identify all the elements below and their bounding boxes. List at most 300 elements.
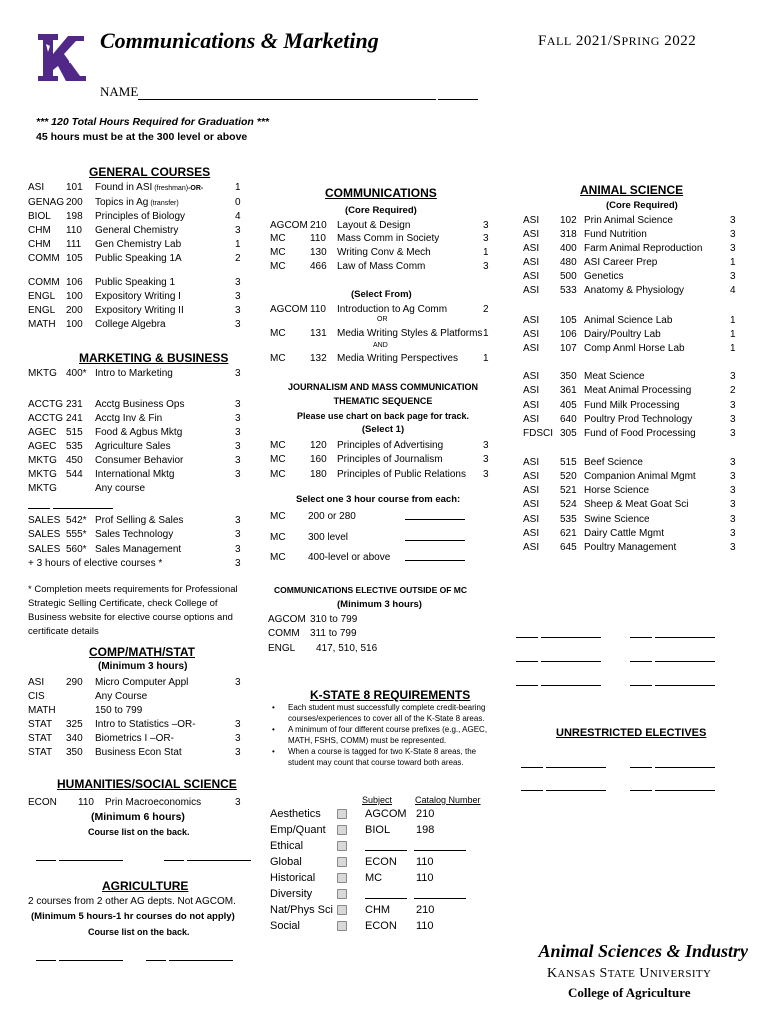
elective-row <box>268 642 468 655</box>
course-title: Mass Comm in Society <box>337 233 440 244</box>
course-prefix: STAT <box>28 747 53 758</box>
kstate8-area: Social <box>270 920 300 932</box>
course-row <box>28 454 248 467</box>
credit-hours: 1 <box>730 343 736 354</box>
comp-min-hours: (Minimum 3 hours) <box>98 661 188 672</box>
course-row <box>28 196 248 209</box>
comm-or-label: OR <box>377 316 388 323</box>
course-row <box>28 367 248 380</box>
course-row <box>28 398 248 411</box>
kstate8-blank[interactable] <box>365 840 466 851</box>
course-row <box>523 214 743 227</box>
course-row <box>523 513 743 526</box>
kstate8-subject: MC <box>365 872 383 884</box>
course-prefix: ASI <box>523 271 540 282</box>
credit-hours: 3 <box>730 414 736 425</box>
course-number: 524 <box>560 499 577 510</box>
course-note: (freshman) <box>152 185 189 192</box>
course-prefix: MKTG <box>28 483 57 494</box>
jmc-select-1: (Select 1) <box>361 424 405 435</box>
credit-hours: 3 <box>483 233 489 244</box>
course-number: 132 <box>310 353 327 364</box>
course-prefix: ENGL <box>268 643 296 654</box>
course-title: Principles of Biology <box>95 211 186 222</box>
course-title: Swine Science <box>584 514 650 525</box>
credit-hours: 1 <box>730 257 736 268</box>
course-row <box>28 796 248 809</box>
course-prefix: SALES <box>28 529 61 540</box>
asi-elective-blank[interactable] <box>516 627 601 638</box>
kstate8-area: Emp/Quant <box>270 824 326 836</box>
course-row <box>28 210 248 223</box>
diversity-icon <box>337 889 347 899</box>
course-range: 311 to 799 <box>310 628 357 639</box>
course-prefix: MC <box>270 552 286 563</box>
course-title: Gen Chemistry Lab <box>95 239 182 250</box>
credit-hours: 3 <box>235 413 241 424</box>
course-prefix: ASI <box>523 315 540 326</box>
course-prefix: FDSCI <box>523 428 553 439</box>
credit-hours: 3 <box>730 457 736 468</box>
course-title: Principles of Public Relations <box>337 469 466 480</box>
kstate8-catalog: 110 <box>416 920 434 932</box>
course-prefix: MKTG <box>28 455 57 466</box>
credit-hours: 4 <box>730 285 736 296</box>
course-prefix: AGEC <box>28 427 57 438</box>
course-title: 400-level or above <box>308 552 391 563</box>
unrestricted-blank[interactable] <box>630 757 715 768</box>
course-row <box>270 246 495 259</box>
course-number: 100 <box>66 319 83 330</box>
course-number: 110 <box>78 797 94 808</box>
unrestricted-blank[interactable] <box>521 780 606 791</box>
course-title: Sales Management <box>95 544 182 555</box>
course-title: Any Course <box>95 691 148 702</box>
jmc-title-2: THEMATIC SEQUENCE <box>333 396 433 406</box>
agriculture-blank-2[interactable] <box>146 950 233 961</box>
course-number: 305 <box>560 428 577 439</box>
course-number: 105 <box>66 253 83 264</box>
kstate8-catalog: 210 <box>416 904 435 916</box>
course-number: 200 <box>66 305 83 316</box>
comm-elective-title: COMMUNICATIONS ELECTIVE OUTSIDE OF MC <box>274 585 467 595</box>
course-title: Expository Writing II <box>95 305 184 316</box>
global-icon <box>337 857 347 867</box>
course-number: 318 <box>560 229 577 240</box>
course-title: General Chemistry <box>95 225 179 236</box>
course-range: 310 to 799 <box>310 614 358 625</box>
humanities-blank-1[interactable] <box>36 850 123 861</box>
asi-elective-blank[interactable] <box>516 675 601 686</box>
kstate8-bullets <box>270 702 500 768</box>
agriculture-requirement: 2 courses from 2 other AG depts. Not AGCOM. <box>28 896 236 907</box>
course-title: 200 or 280 <box>308 511 356 522</box>
course-prefix: MKTG <box>28 469 57 480</box>
course-number: 466 <box>310 261 327 272</box>
unrestricted-blank[interactable] <box>521 757 606 768</box>
course-prefix: SALES <box>28 515 61 526</box>
course-prefix: ASI <box>523 485 540 496</box>
course-title: Companion Animal Mgmt <box>584 471 696 482</box>
course-number: 555* <box>66 529 87 540</box>
credit-hours: 1 <box>730 329 736 340</box>
course-row <box>270 303 495 316</box>
credit-hours: 3 <box>730 243 736 254</box>
term-label: FALL 2021/SPRING 2022 <box>538 33 697 49</box>
credit-hours: 2 <box>483 304 489 315</box>
course-title: Fund Milk Processing <box>584 400 680 411</box>
course-note: (transfer) <box>148 200 179 207</box>
credit-hours: 3 <box>235 305 241 316</box>
asi-elective-blank[interactable] <box>630 651 715 662</box>
course-row <box>270 468 495 481</box>
course-title: Introduction to Ag Comm <box>337 304 448 315</box>
course-title: Layout & Design <box>337 220 411 231</box>
select-3hr-note: Select one 3 hour course from each: <box>296 494 461 505</box>
jmc-title-1: JOURNALISM AND MASS COMMUNICATION <box>288 382 478 392</box>
course-title: ASI Career Prep <box>584 257 658 268</box>
agriculture-course-list-note: Course list on the back. <box>88 927 190 937</box>
course-row <box>28 318 248 331</box>
course-row <box>523 242 743 255</box>
course-prefix: ASI <box>523 400 540 411</box>
course-prefix: ASI <box>523 285 540 296</box>
asi-elective-blank[interactable] <box>516 651 601 662</box>
humanities-title: HUMANITIES/SOCIAL SCIENCE <box>57 777 237 791</box>
course-prefix: MC <box>270 233 286 244</box>
credit-hours: 3 <box>235 733 241 744</box>
kstate8-catalog: 110 <box>416 856 434 868</box>
course-title: Consumer Behavior <box>95 455 184 466</box>
course-title: Intro to Marketing <box>95 368 173 379</box>
course-row <box>523 384 743 397</box>
kstate8-subject: ECON <box>365 920 397 932</box>
kstate8-bullet: • Each student must successfully complete credit-bearing courses/experiences to cover all of the K-State 8 areas. <box>270 702 500 724</box>
marketing-blank[interactable] <box>28 498 113 509</box>
kstate8-blank[interactable] <box>365 888 466 899</box>
course-row <box>523 228 743 241</box>
agriculture-blank-1[interactable] <box>36 950 123 961</box>
course-prefix: ASI <box>523 528 540 539</box>
course-prefix: MC <box>270 328 286 339</box>
course-number: 542* <box>66 515 87 526</box>
credit-hours: 0 <box>235 197 241 208</box>
course-prefix: ACCTG <box>28 399 63 410</box>
credit-hours: 3 <box>235 747 241 758</box>
humanities-course-list-note: Course list on the back. <box>88 827 190 837</box>
course-number: 350 <box>560 371 577 382</box>
course-number: 500 <box>560 271 577 282</box>
course-prefix: COMM <box>268 628 300 639</box>
credit-hours: 3 <box>235 455 241 466</box>
course-row <box>28 290 248 303</box>
credit-hours: 1 <box>483 353 489 364</box>
course-prefix: ASI <box>523 471 540 482</box>
course-row <box>523 427 743 440</box>
course-row <box>523 456 743 469</box>
unrestricted-blank[interactable] <box>630 780 715 791</box>
comm-and-label: AND <box>373 342 388 349</box>
course-number: 535 <box>560 514 577 525</box>
course-prefix: SALES <box>28 544 61 555</box>
course-number: 621 <box>560 528 577 539</box>
course-prefix: AGEC <box>28 441 57 452</box>
course-title: 150 to 799 <box>95 705 143 716</box>
historical-icon <box>337 873 347 883</box>
credit-hours: 3 <box>235 277 241 288</box>
course-title: Acctg Business Ops <box>95 399 185 410</box>
credit-hours: 3 <box>235 558 241 569</box>
asi-elective-blank[interactable] <box>630 675 715 686</box>
credit-hours: 3 <box>483 454 489 465</box>
course-number: 350 <box>66 747 83 758</box>
course-number: 107 <box>560 343 577 354</box>
comm-core-required: (Core Required) <box>345 205 417 216</box>
course-title: Business Econ Stat <box>95 747 182 758</box>
kstate8-subject: AGCOM <box>365 808 407 820</box>
course-number: 544 <box>66 469 83 480</box>
course-prefix: ASI <box>523 414 540 425</box>
course-prefix: COMM <box>28 277 60 288</box>
kstate8-area: Historical <box>270 872 316 884</box>
course-row <box>28 276 248 289</box>
humanities-min-hours: (Minimum 6 hours) <box>91 811 185 823</box>
course-row <box>523 470 743 483</box>
kstate8-subject: ECON <box>365 856 397 868</box>
course-prefix: ECON <box>28 797 57 808</box>
or-label: -OR- <box>188 185 204 192</box>
credit-hours: 3 <box>730 514 736 525</box>
course-prefix: ASI <box>523 329 540 340</box>
course-row <box>28 468 248 481</box>
course-title: Media Writing Styles & Platforms <box>337 328 483 339</box>
course-row <box>28 718 248 731</box>
course-prefix: ASI <box>523 542 540 553</box>
course-number: 290 <box>66 677 83 688</box>
course-title: Fund Nutrition <box>584 229 647 240</box>
course-title: Intro to Statistics –OR- <box>95 719 196 730</box>
kstate8-area: Aesthetics <box>270 808 321 820</box>
kstate8-title: K-STATE 8 REQUIREMENTS <box>310 688 471 702</box>
credit-hours: 3 <box>235 544 241 555</box>
course-row <box>28 690 248 703</box>
course-number: 106 <box>66 277 83 288</box>
course-title: Law of Mass Comm <box>337 261 426 272</box>
general-courses-title: GENERAL COURSES <box>89 165 211 179</box>
course-row <box>28 412 248 425</box>
credit-hours: 3 <box>483 440 489 451</box>
course-title: Found in ASI (freshman)-OR- <box>95 182 204 193</box>
credit-hours: 3 <box>235 441 241 452</box>
course-prefix: MC <box>270 247 286 258</box>
course-number: 111 <box>66 239 82 250</box>
course-prefix: ASI <box>523 257 540 268</box>
course-prefix: CHM <box>28 225 51 236</box>
course-title: Topics in Ag (transfer) <box>95 197 179 208</box>
credit-hours: 2 <box>730 385 736 396</box>
kstate8-bullet: • A minimum of four different course prefixes (e.g., AGEC, MATH, FSHS, COMM) must be represented. <box>270 724 500 746</box>
credit-hours: 3 <box>730 371 736 382</box>
credit-hours: 3 <box>730 542 736 553</box>
course-prefix: ASI <box>523 499 540 510</box>
course-prefix: STAT <box>28 719 53 730</box>
aesthetics-icon <box>337 809 347 819</box>
course-number: 400* <box>66 368 87 379</box>
university-name: KANSAS STATE UNIVERSITY <box>547 966 712 981</box>
course-row <box>270 327 495 340</box>
course-prefix: MC <box>270 511 286 522</box>
mc-choice-row <box>270 531 495 544</box>
course-prefix: MATH <box>28 319 56 330</box>
college-name: College of Agriculture <box>568 985 691 1000</box>
course-title: Comp Anml Horse Lab <box>584 343 685 354</box>
course-row <box>270 439 495 452</box>
credit-hours: 3 <box>483 469 489 480</box>
course-title: Public Speaking 1A <box>95 253 182 264</box>
catalog-number-header: Catalog Number <box>415 795 481 805</box>
credit-hours: 1 <box>235 239 241 250</box>
communications-title: COMMUNICATIONS <box>325 186 437 200</box>
course-number: 180 <box>310 469 327 480</box>
course-number: 198 <box>66 211 83 222</box>
course-prefix: ASI <box>523 514 540 525</box>
course-title: Sheep & Meat Goat Sci <box>584 499 689 510</box>
course-prefix: MC <box>270 469 286 480</box>
certificate-note: * Completion meets requirements for Professional Strategic Selling Certificate, check College of Business website for elective course options and certificate details <box>28 584 238 637</box>
course-prefix: ASI <box>523 229 540 240</box>
course-title: Prin Macroeconomics <box>105 797 202 808</box>
humanities-blank-2[interactable] <box>164 850 251 861</box>
kstate8-area: Diversity <box>270 888 313 900</box>
course-title: Principles of Advertising <box>337 440 444 451</box>
credit-hours: 3 <box>235 797 241 808</box>
course-title: Horse Science <box>584 485 650 496</box>
course-row <box>523 399 743 412</box>
credit-hours: 3 <box>730 428 736 439</box>
course-number: 106 <box>560 329 577 340</box>
course-number: 160 <box>310 454 327 465</box>
credit-hours: 3 <box>483 261 489 272</box>
course-number: 515 <box>560 457 577 468</box>
course-number: 110 <box>310 233 326 244</box>
course-number: 131 <box>310 328 327 339</box>
course-prefix: STAT <box>28 733 53 744</box>
course-number: 340 <box>66 733 83 744</box>
course-row <box>28 224 248 237</box>
course-title: Poultry Management <box>584 542 677 553</box>
course-row <box>523 484 743 497</box>
course-row <box>523 256 743 269</box>
course-title: Food & Agbus Mktg <box>95 427 183 438</box>
course-title: Animal Science Lab <box>584 315 673 326</box>
course-number: 200 <box>66 197 83 208</box>
course-row <box>28 304 248 317</box>
credit-hours: 3 <box>730 485 736 496</box>
natural-science-icon <box>337 905 347 915</box>
course-title: Expository Writing I <box>95 291 181 302</box>
course-prefix: AGCOM <box>270 220 308 231</box>
course-title: Meat Science <box>584 371 645 382</box>
course-row <box>523 284 743 297</box>
course-title: Principles of Journalism <box>337 454 443 465</box>
credit-hours: 3 <box>730 271 736 282</box>
course-prefix: CHM <box>28 239 51 250</box>
credit-hours: 1 <box>235 182 241 193</box>
credit-hours: 3 <box>235 368 241 379</box>
kstate8-area: Global <box>270 856 302 868</box>
course-title: Dairy Cattle Mgmt <box>584 528 665 539</box>
course-title: International Mktg <box>95 469 175 480</box>
course-prefix: ASI <box>523 343 540 354</box>
credit-hours: 3 <box>730 471 736 482</box>
elective-row <box>268 627 468 640</box>
course-prefix: ASI <box>28 182 45 193</box>
asi-elective-blank[interactable] <box>630 627 715 638</box>
course-row <box>28 252 248 265</box>
course-row <box>28 514 248 527</box>
course-number: 640 <box>560 414 577 425</box>
course-title: Prin Animal Science <box>584 215 673 226</box>
course-title: 300 level <box>308 532 349 543</box>
credit-hours: 3 <box>235 529 241 540</box>
course-row <box>28 704 248 717</box>
course-prefix: GENAG <box>28 197 65 208</box>
credit-hours: 3 <box>730 215 736 226</box>
course-title: Poultry Prod Technology <box>584 414 693 425</box>
credit-hours: 3 <box>730 400 736 411</box>
course-row <box>523 270 743 283</box>
course-title: Meat Animal Processing <box>584 385 692 396</box>
course-prefix: CIS <box>28 691 45 702</box>
course-number: 480 <box>560 257 577 268</box>
course-number: 450 <box>66 455 83 466</box>
course-prefix: ASI <box>28 677 45 688</box>
course-number: 535 <box>66 441 83 452</box>
course-number: 560* <box>66 544 87 555</box>
course-prefix: MC <box>270 353 286 364</box>
course-row <box>523 527 743 540</box>
course-title: Media Writing Perspectives <box>337 353 458 364</box>
subject-header: Subject <box>362 795 393 805</box>
credit-hours: 2 <box>235 253 241 264</box>
jmc-track-note: Please use chart on back page for track. <box>296 411 470 421</box>
social-icon <box>337 921 347 931</box>
credit-hours: 1 <box>730 315 736 326</box>
credit-hours: 3 <box>730 499 736 510</box>
course-row <box>270 260 495 273</box>
course-title: Fund of Food Processing <box>584 428 696 439</box>
mc-choice-row <box>270 551 495 564</box>
department-name: Animal Sciences & Industry <box>538 941 748 961</box>
course-row <box>270 232 495 245</box>
name-field[interactable] <box>100 84 478 100</box>
page-title: Communications & Marketing <box>100 28 379 53</box>
elective-row <box>268 613 468 626</box>
course-number: 120 <box>310 440 327 451</box>
course-row <box>523 342 743 355</box>
course-number: 645 <box>560 542 577 553</box>
elective-plus-text: + 3 hours of elective courses * <box>28 558 163 569</box>
course-prefix: MKTG <box>28 368 57 379</box>
kstate8-catalog: 110 <box>416 872 434 884</box>
animal-science-title: ANIMAL SCIENCE <box>580 183 684 197</box>
course-row <box>28 426 248 439</box>
course-prefix: ENGL <box>28 305 56 316</box>
empirical-icon <box>337 825 347 835</box>
course-prefix: ACCTG <box>28 413 63 424</box>
credit-hours: 3 <box>235 469 241 480</box>
course-prefix: ASI <box>523 215 540 226</box>
